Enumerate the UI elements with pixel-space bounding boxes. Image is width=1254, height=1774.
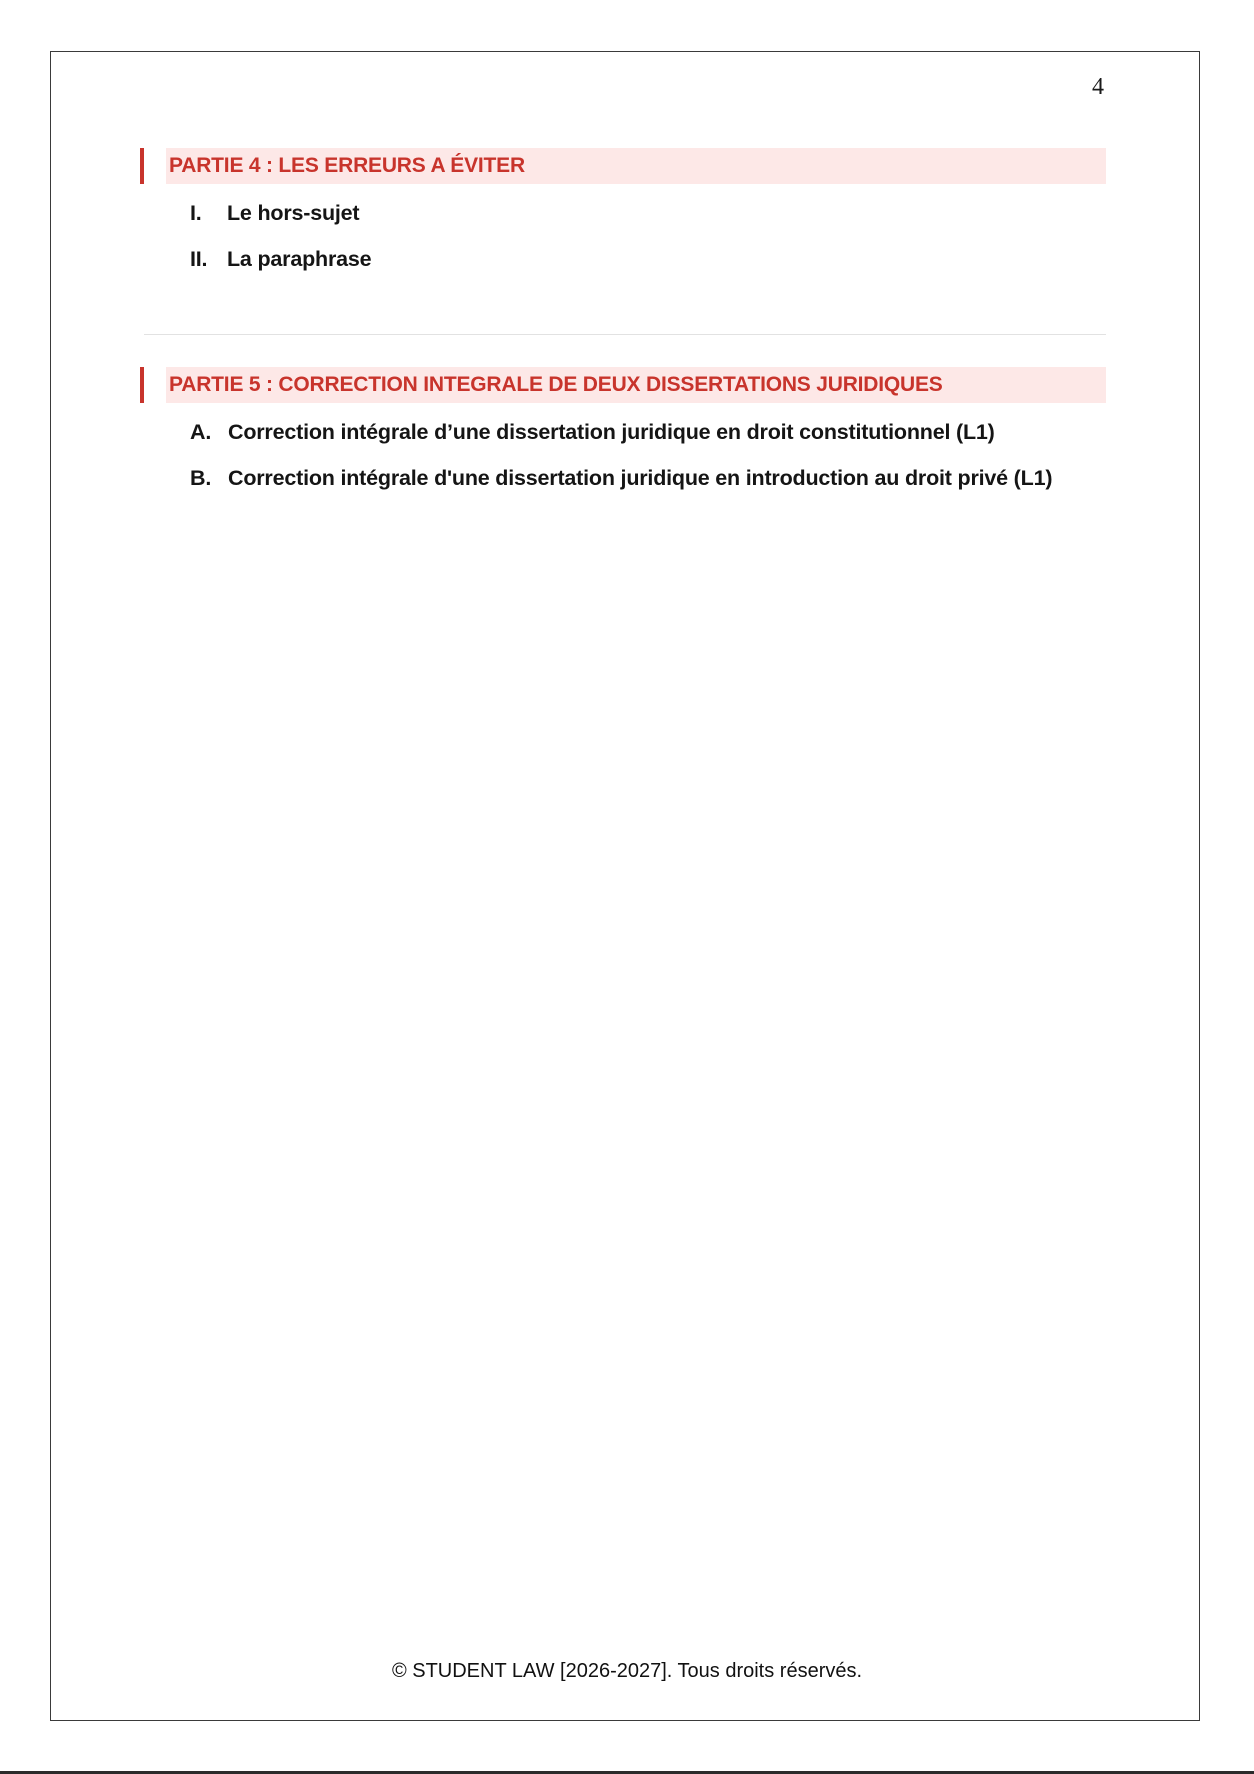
toc-item-paraphrase [190,245,371,273]
item-marker: II. [190,247,208,271]
toc-item-correction-droit-constitutionnel [190,418,995,446]
heading-accent-bar [140,367,144,403]
footer [0,1660,1254,1683]
heading-accent-bar [140,148,144,184]
section-title: PARTIE 4 : LES ERREURS A ÉVITER [166,148,1106,184]
section-title: PARTIE 5 : CORRECTION INTEGRALE DE DEUX DISSERTATIONS JURIDIQUES [166,367,1106,403]
page-number: 4 [1092,74,1104,100]
item-label: Le hors-sujet [227,201,360,225]
section-heading-partie-5 [140,367,1106,403]
copyright-notice: © STUDENT LAW [2026-2027]. Tous droits réservés. [391,1660,863,1682]
item-label: La paraphrase [227,247,372,271]
toc-item-hors-sujet [190,199,359,227]
item-marker: A. [190,420,212,444]
section-heading-partie-4 [140,148,1106,184]
item-marker: I. [190,201,202,225]
toc-item-correction-droit-prive [190,464,1052,492]
page-border [50,51,1200,1721]
section-divider [144,334,1106,335]
item-label: Correction intégrale d'une dissertation juridique en introduction au droit privé (L1) [228,466,1053,490]
item-marker: B. [190,466,212,490]
item-label: Correction intégrale d’une dissertation juridique en droit constitutionnel (L1) [228,420,995,444]
